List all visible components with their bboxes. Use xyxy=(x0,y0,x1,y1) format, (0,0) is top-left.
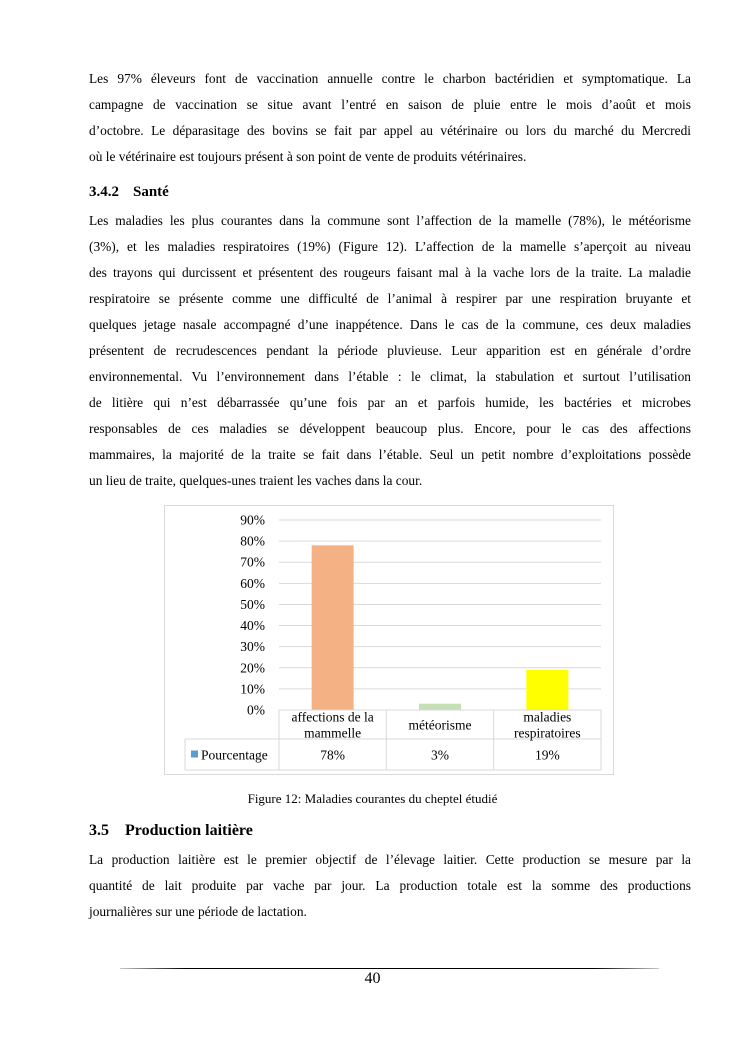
production-line-1: La production laitière est le premier objectif de l’élevage laitier. Cette production se mesure par la xyxy=(89,852,691,867)
sante-line-7: environnemental. Vu l’environnement dans l’étable : le climat, la stabulation et surtout l’utilisation xyxy=(89,369,691,384)
y-tick-label: 70% xyxy=(240,554,265,570)
sante-line-10: mammaires, la majorité de la traite se fait dans l’étable. Seul un petit nombre d’exploitations possède xyxy=(89,447,691,462)
bar xyxy=(419,704,461,710)
data-label: 78% xyxy=(320,747,346,763)
intro-line-1: Les 97% éleveurs font de vaccination annuelle contre le charbon bactéridien et symptomatique. La xyxy=(89,71,691,86)
legend-key xyxy=(191,751,198,758)
y-tick-label: 80% xyxy=(240,533,265,549)
section-number: 3.4.2 xyxy=(89,184,119,200)
chart-svg xyxy=(165,506,613,774)
page-number: 40 xyxy=(364,970,381,987)
section-number: 3.5 xyxy=(89,822,109,839)
data-label: 19% xyxy=(534,747,560,763)
section-title: Production laitière xyxy=(125,822,253,839)
category-label: maladies xyxy=(523,709,572,725)
y-tick-label: 50% xyxy=(240,596,265,612)
sante-line-4: respiratoire se présente comme une difficulté de l’animal à respirer par une respiration bruyante et xyxy=(89,291,691,306)
sante-line-8: de litière qui n’est débarrassée qu’une fois par an et parfois humide, les bactéries et microbes xyxy=(89,395,691,410)
y-tick-label: 60% xyxy=(240,575,265,591)
category-label: affections de la xyxy=(291,709,374,725)
category-label: respiratoires xyxy=(513,725,581,741)
y-tick-label: 0% xyxy=(247,702,265,718)
data-label: 3% xyxy=(431,747,449,763)
intro-line-3: d’octobre. Le déparasitage des bovins se fait par appel au vétérinaire ou lors du marché du Mercredi xyxy=(89,123,691,138)
sante-line-5: quelques jetage nasale accompagné d’une inappétence. Dans le cas de la commune, ces deux maladies xyxy=(89,317,691,332)
y-tick-label: 20% xyxy=(240,660,265,676)
category-label: météorisme xyxy=(408,717,472,733)
sante-line-3: des trayons qui durcissent et présentent des rougeurs faisant mal à la vache lors de la traite. La maladie xyxy=(89,265,691,280)
bar xyxy=(312,545,354,710)
y-tick-label: 30% xyxy=(240,639,265,655)
sante-line-11: un lieu de traite, quelques-unes traient les vaches dans la cour. xyxy=(89,473,423,488)
figure-caption: Figure 12: Maladies courantes du cheptel étudié xyxy=(247,791,498,806)
section-title: Santé xyxy=(133,184,169,200)
intro-line-2: campagne de vaccination se situe avant l’entré en saison de pluie entre le mois d’août et mois xyxy=(89,97,691,112)
sante-line-9: responsables de ces maladies se développent beaucoup plus. Encore, pour le cas des affections xyxy=(89,421,691,436)
footer-rule xyxy=(120,968,659,969)
production-line-2: quantité de lait produite par vache par jour. La production totale est la somme des productions xyxy=(89,878,691,893)
sante-paragraph xyxy=(89,208,691,494)
y-tick-label: 90% xyxy=(240,512,265,528)
intro-paragraph xyxy=(89,66,691,170)
production-line-3: journalières sur une période de lactation. xyxy=(89,904,307,919)
disease-bar-chart xyxy=(164,505,614,775)
production-paragraph xyxy=(89,847,691,925)
bar xyxy=(526,670,568,710)
section-heading-sante xyxy=(89,184,169,201)
intro-line-4: où le vétérinaire est toujours présent à son point de vente de produits vétérinaires. xyxy=(89,149,527,164)
section-heading-production xyxy=(89,822,253,840)
sante-line-6: présentent de recrudescences pendant la période pluvieuse. Leur apparition est en générale d’ordre xyxy=(89,343,691,358)
sante-line-2: (3%), et les maladies respiratoires (19%) (Figure 12). L’affection de la mamelle s’aperçoit au niveau xyxy=(89,239,691,254)
y-tick-label: 10% xyxy=(240,681,265,697)
sante-line-1: Les maladies les plus courantes dans la commune sont l’affection de la mamelle (78%), le météorisme xyxy=(89,213,691,228)
category-label: mammelle xyxy=(304,725,362,741)
y-tick-label: 40% xyxy=(240,618,265,634)
legend-label: Pourcentage xyxy=(201,747,268,763)
